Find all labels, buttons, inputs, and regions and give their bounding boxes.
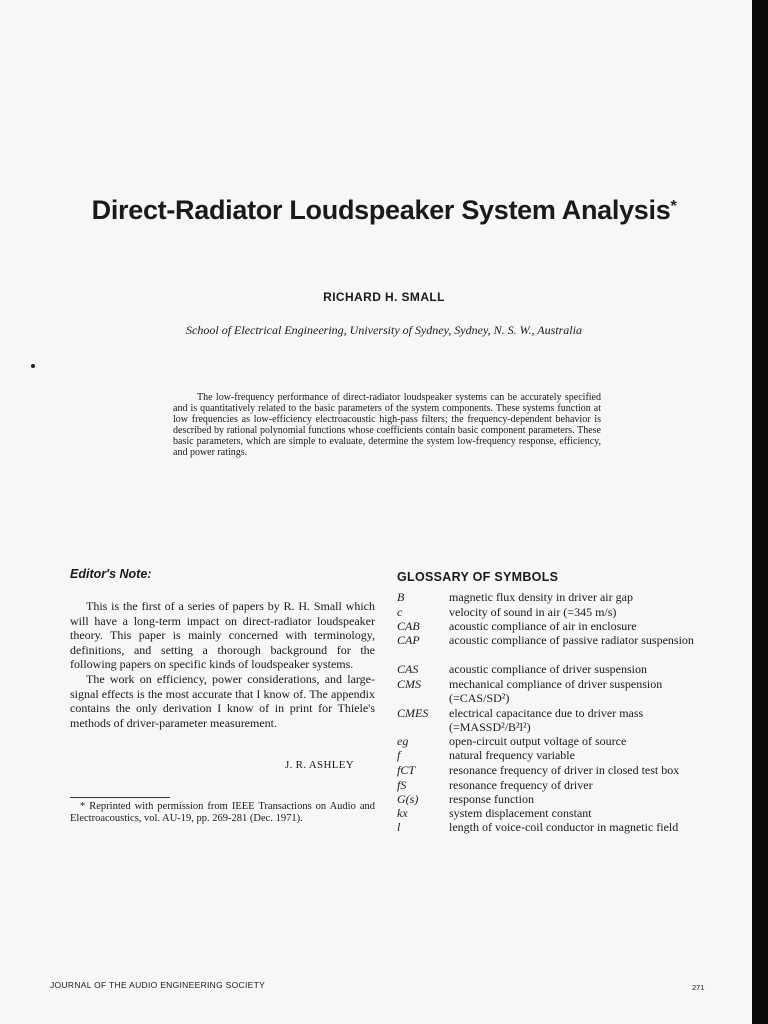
paper-title xyxy=(0,195,768,226)
glossary-symbol: B xyxy=(397,590,405,604)
footnote: * Reprinted with permission from IEEE Transactions on Audio and Electroacoustics, vol. AU-19, pp. 269-281 (Dec. 1971). xyxy=(70,801,375,824)
abstract: The low-frequency performance of direct-radiator loudspeaker systems can be accurately specified and is quantitatively related to the basic parameters of the system components. These systems function at low frequencies as low-efficiency electroacoustic high-pass filters; the frequency-dependent behavior is described by rational polynomial functions whose coefficients contain basic component parameters. These basic parameters, which are simple to evaluate, determine the system low-frequency response, efficiency, and power ratings. xyxy=(173,392,601,458)
glossary-symbol: fS xyxy=(397,778,407,792)
glossary-definition: length of voice-coil conductor in magnetic field xyxy=(449,820,679,834)
glossary-symbol: l xyxy=(397,820,401,834)
glossary-definition: response function xyxy=(449,792,534,806)
glossary-definition: open-circuit output voltage of source xyxy=(449,734,627,748)
glossary-symbol: kx xyxy=(397,806,408,820)
glossary-definition: resonance frequency of driver in closed test box xyxy=(449,763,680,777)
stray-mark xyxy=(31,364,35,368)
footnote-rule xyxy=(70,797,170,798)
glossary-heading: GLOSSARY OF SYMBOLS xyxy=(397,570,559,584)
author-name: RICHARD H. SMALL xyxy=(323,290,445,304)
editors-note-paragraph-2: The work on efficiency, power considerations, and large-signal effects is the most accurate that I know of. The appendix contains the only derivation I know of in print for Thiele's methods of driver-parameter measurement. xyxy=(70,671,375,730)
glossary-symbol: CMES xyxy=(397,706,429,720)
glossary-symbol: c xyxy=(397,605,403,619)
glossary-symbol: fCT xyxy=(397,763,416,777)
glossary-definition: system displacement constant xyxy=(449,806,592,820)
journal-name: JOURNAL OF THE AUDIO ENGINEERING SOCIETY xyxy=(50,980,266,990)
glossary-definition: velocity of sound in air (=345 m/s) xyxy=(449,605,617,619)
glossary-symbol: CMS xyxy=(397,677,421,691)
editors-note-paragraph-1: This is the first of a series of papers by R. H. Small which will have a long-term impact on direct-radiator loudspeaker theory. This paper is mainly concerned with terminology, definitions, and setting a thorough background for the following papers on specific kinds of loudspeaker systems. xyxy=(70,599,375,672)
glossary-symbol: CAP xyxy=(397,633,420,647)
glossary-definition: resonance frequency of driver xyxy=(449,778,593,792)
glossary-definition: natural frequency variable xyxy=(449,748,575,762)
page-number: 271 xyxy=(692,983,705,992)
scan-edge xyxy=(752,0,768,1024)
glossary-definition: acoustic compliance of air in enclosure xyxy=(449,619,637,633)
glossary-definition: electrical capacitance due to driver mass (=MASSD²/B²l²) xyxy=(449,706,644,734)
glossary-definition: magnetic flux density in driver air gap xyxy=(449,590,633,604)
glossary-symbol: CAB xyxy=(397,619,420,633)
glossary-symbol: G(s) xyxy=(397,792,419,806)
editors-note-heading: Editor's Note: xyxy=(70,567,152,581)
glossary-definition: acoustic compliance of passive radiator suspension xyxy=(449,633,694,647)
title-footnote-marker: * xyxy=(670,198,677,215)
glossary-symbol: CAS xyxy=(397,662,419,676)
glossary-symbol: eg xyxy=(397,734,409,748)
glossary-definition: mechanical compliance of driver suspension (=CAS/SD²) xyxy=(449,677,663,705)
affiliation: School of Electrical Engineering, University of Sydney, Sydney, N. S. W., Australia xyxy=(186,323,582,337)
glossary-symbol: f xyxy=(397,748,401,762)
editors-note-body xyxy=(70,599,375,730)
glossary-definition: acoustic compliance of driver suspension xyxy=(449,662,647,676)
editors-note-signature: J. R. ASHLEY xyxy=(285,759,354,771)
paper-title-text: Direct-Radiator Loudspeaker System Analysis xyxy=(91,195,671,225)
